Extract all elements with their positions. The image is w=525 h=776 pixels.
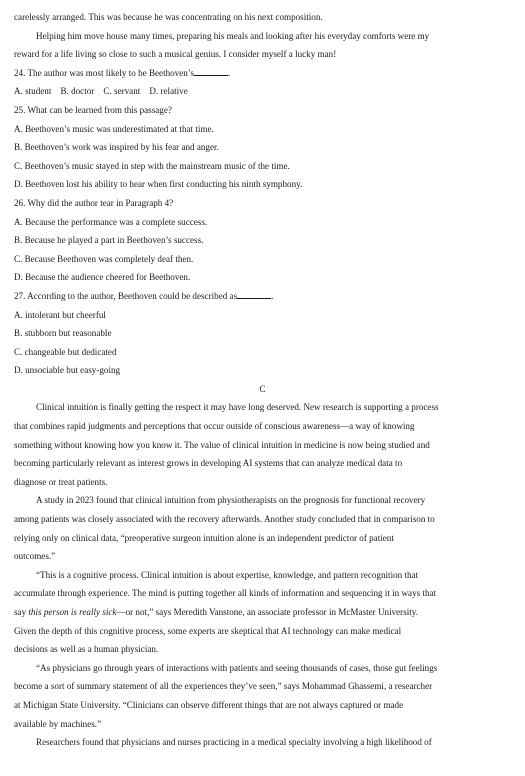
- answer-blank: [237, 290, 271, 299]
- paragraph-line: that combines rapid judgments and perceptions that occur outside of conscious awareness—a way of knowing: [14, 421, 415, 432]
- paragraph-line: among patients was closely associated with the recovery afterwards. Another study concluded that in comparison to: [14, 514, 435, 525]
- section-label: C: [259, 383, 266, 394]
- paragraph-line: Given the depth of this cognitive process, some experts are skeptical that AI technology can make medical: [14, 625, 402, 636]
- question-25-option-d: D. Beethoven lost his ability to hear when first conducting his ninth symphony.: [14, 179, 303, 190]
- question-25-option-a: A. Beethoven’s music was underestimated at that time.: [14, 123, 214, 134]
- paragraph-line: decisions as well as a human physician.: [14, 644, 159, 655]
- question-25-option-b: B. Beethoven’s work was inspired by his fear and anger.: [14, 142, 219, 153]
- italic-quote: this person is really sick: [28, 607, 117, 617]
- question-27-option-d: D. unsociable but easy-going: [14, 365, 121, 376]
- paragraph-line: accumulate through experience. The mind is putting together all kinds of information and sequencing it in ways that: [14, 588, 437, 599]
- paragraph-line: reward for a life living so close to such a musical genius. I consider myself a lucky man!: [14, 49, 337, 60]
- paragraph-line: becoming particularly relevant as interest grows in developing AI systems that can analyze medical data to: [14, 458, 403, 469]
- paragraph-line: something without knowing how you know it. The value of clinical intuition in medicine is now being studied and: [14, 439, 430, 450]
- question-25-stem: 25. What can be learned from this passage?: [14, 104, 172, 115]
- question-26-option-c: C. Because Beethoven was completely deaf then.: [14, 253, 194, 264]
- paragraph-line: Helping him move house many times, preparing his meals and looking after his everyday comforts were my: [36, 30, 430, 41]
- paragraph-line: available by machines.”: [14, 718, 102, 729]
- paragraph-line: at Michigan State University. “Clinicians can observe different things that are not always captured or made: [14, 699, 404, 710]
- question-26-option-a: A. Because the performance was a complete success.: [14, 216, 208, 227]
- paragraph-line: relying only on clinical data, “preoperative surgeon intuition alone is an independent predictor of patient: [14, 532, 394, 543]
- question-26-stem: 26. Why did the author tear in Paragraph 4?: [14, 197, 174, 208]
- paragraph-line: become a sort of summary statement of all the experiences they’ve seen,” says Mohammad Ghassemi, a researcher: [14, 681, 433, 692]
- question-27-option-a: A. intolerant but cheerful: [14, 309, 106, 320]
- question-27-option-b: B. stubborn but reasonable: [14, 328, 112, 339]
- paragraph-line: diagnose or treat patients.: [14, 476, 108, 487]
- question-26-option-b: B. Because he played a part in Beethoven’s success.: [14, 235, 204, 246]
- answer-blank: [194, 67, 228, 76]
- question-26-option-d: D. Because the audience cheered for Beethoven.: [14, 272, 191, 283]
- paragraph-line: Researchers found that physicians and nurses practicing in a medical specialty involving a high likelihood of: [36, 737, 432, 748]
- paragraph-line: A study in 2023 found that clinical intuition from physiotherapists on the prognosis for functional recovery: [36, 495, 426, 506]
- question-27-stem: 27. According to the author, Beethoven could be described as .: [14, 290, 274, 301]
- question-24-stem: 24. The author was most likely to be Beethoven’s .: [14, 67, 231, 78]
- paragraph-line: outcomes.”: [14, 551, 56, 562]
- passage-b-tail: carelessly arranged. This was because he was concentrating on his next composition.: [14, 12, 323, 22]
- question-24-options: A. student B. doctor C. servant D. relative: [14, 86, 188, 97]
- question-27-option-c: C. changeable but dedicated: [14, 346, 117, 357]
- paragraph-line: say this person is really sick—or not,” says Meredith Vanstone, an associate professor in McMaster University.: [14, 607, 419, 617]
- question-25-option-c: C. Beethoven’s music stayed in step with the mainstream music of the time.: [14, 160, 290, 171]
- paragraph-line: Clinical intuition is finally getting the respect it may have long deserved. New research is supporting a process: [36, 402, 439, 413]
- paragraph-line: “As physicians go through years of interactions with patients and seeing thousands of cases, those gut feelings: [36, 662, 438, 673]
- paragraph-line: “This is a cognitive process. Clinical intuition is about expertise, knowledge, and pattern recognition that: [36, 569, 419, 580]
